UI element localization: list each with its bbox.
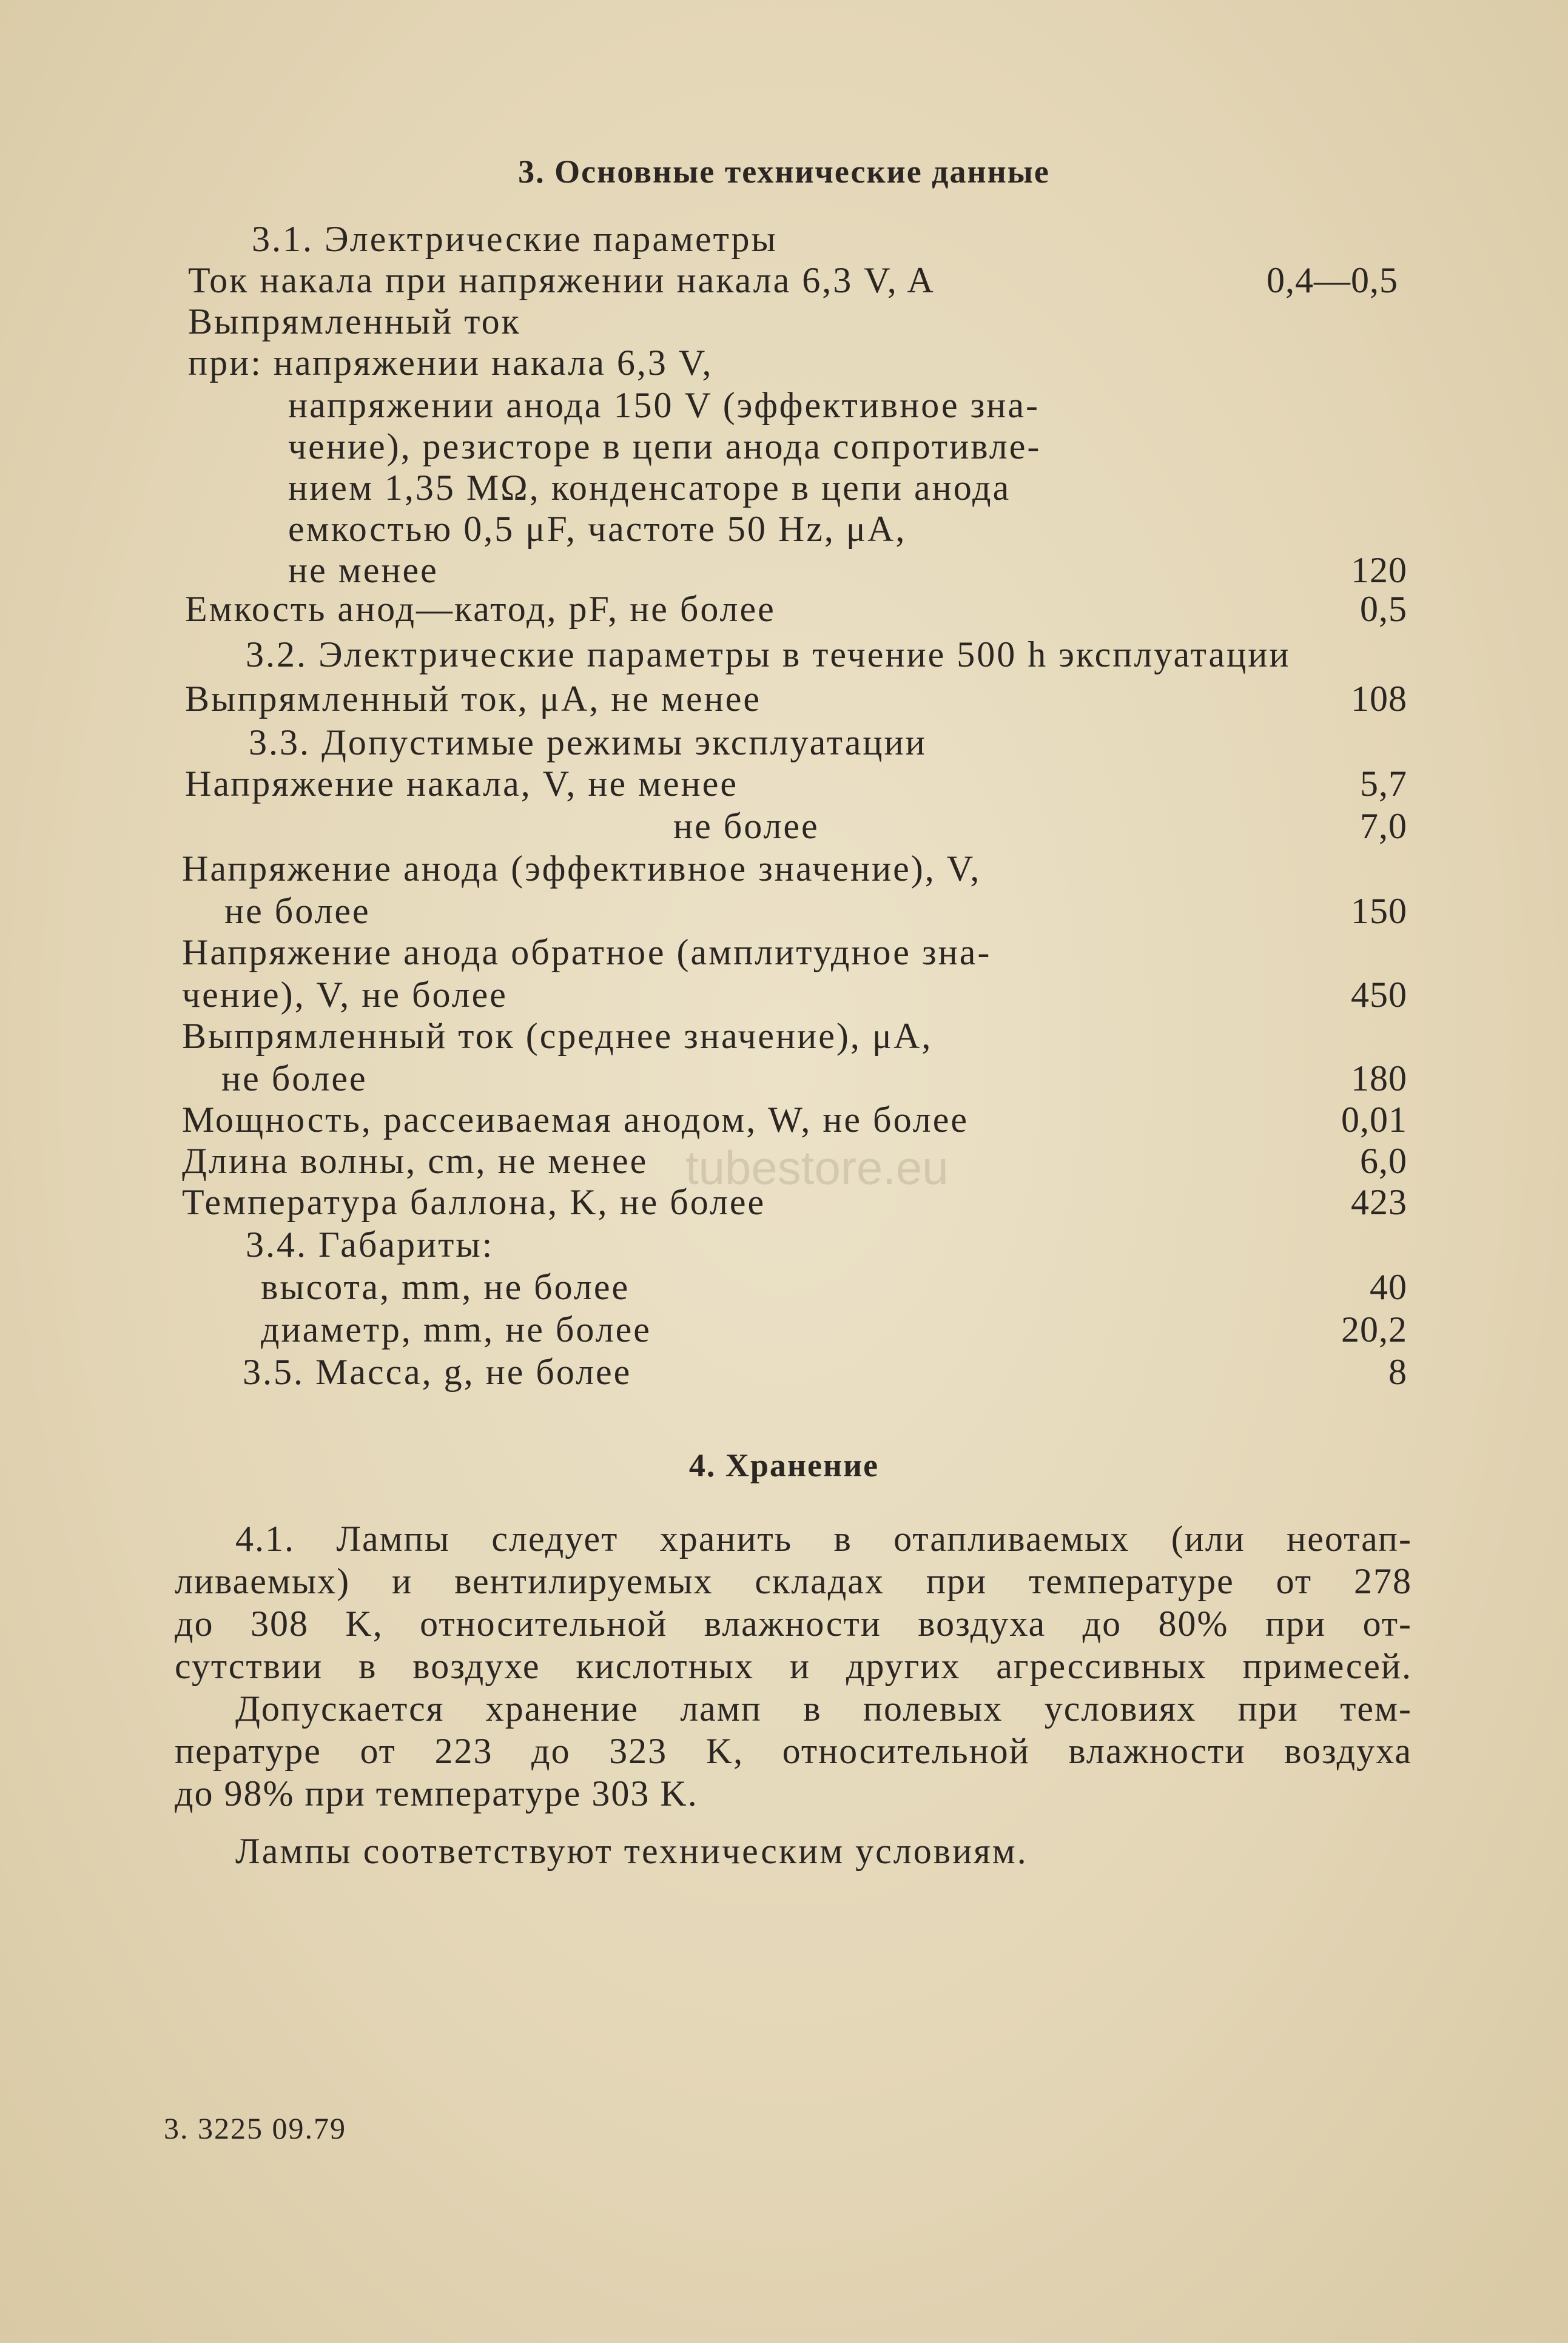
storage-p2-line2: пературе от 223 до 323 K, относительной влажности воздуха bbox=[175, 1731, 1412, 1771]
param-rectified-avg-l2: не более bbox=[221, 1058, 368, 1098]
param-anode-reverse-value: 450 bbox=[1351, 975, 1407, 1015]
param-wavelength-value: 6,0 bbox=[1360, 1141, 1407, 1181]
print-code: 3. 3225 09.79 bbox=[164, 2111, 346, 2145]
param-filament-current-value: 0,4—0,5 bbox=[1267, 260, 1398, 300]
param-anode-power-label: Мощность, рассеиваемая анодом, W, не более bbox=[182, 1100, 969, 1140]
param-filament-voltage-min-label: Напряжение накала, V, не менее bbox=[185, 764, 739, 804]
subsection-3-5: 3.5. Масса, g, не более bbox=[243, 1352, 632, 1392]
param-filament-current-label: Ток накала при напряжении накала 6,3 V, A bbox=[188, 260, 935, 300]
param-rectified-current-l6: емкостью 0,5 μF, частоте 50 Hz, μA, bbox=[288, 509, 907, 549]
param-diameter-value: 20,2 bbox=[1341, 1309, 1407, 1350]
param-anode-voltage-value: 150 bbox=[1351, 891, 1407, 931]
param-rectified-avg-l1: Выпрямленный ток (среднее значение), μA, bbox=[182, 1016, 933, 1056]
section-3-title: 3. Основные технические данные bbox=[518, 153, 1050, 190]
storage-p1-line2: ливаемых) и вентилируемых складах при температуре от 278 bbox=[175, 1561, 1412, 1601]
param-rectified-500h-label: Выпрямленный ток, μA, не менее bbox=[185, 679, 762, 719]
storage-p3: Лампы соответствуют техническим условиям. bbox=[235, 1831, 1028, 1871]
param-rectified-500h-value: 108 bbox=[1351, 679, 1407, 719]
param-bulb-temp-label: Температура баллона, K, не более bbox=[182, 1182, 766, 1222]
storage-p1-line1: 4.1. Лампы следует хранить в отапливаемых (или неотап- bbox=[235, 1519, 1412, 1559]
watermark: tubestore.eu bbox=[685, 1141, 949, 1194]
param-rectified-current-l3: напряжении анода 150 V (эффективное зна- bbox=[288, 385, 1040, 425]
subsection-3-3: 3.3. Допустимые режимы эксплуатации bbox=[249, 722, 927, 762]
subsection-3-2: 3.2. Электрические параметры в течение 500 h эксплуатации bbox=[246, 634, 1291, 674]
param-rectified-current-value: 120 bbox=[1351, 550, 1407, 590]
subsection-3-1: 3.1. Электрические параметры bbox=[252, 219, 778, 259]
param-rectified-current-l2: при: напряжении накала 6,3 V, bbox=[188, 343, 713, 383]
param-rectified-avg-value: 180 bbox=[1351, 1058, 1407, 1098]
param-capacitance-label: Емкость анод—катод, pF, не более bbox=[185, 589, 776, 629]
param-anode-power-value: 0,01 bbox=[1341, 1100, 1407, 1140]
storage-p2-line1: Допускается хранение ламп в полевых условиях при тем- bbox=[235, 1689, 1412, 1729]
param-filament-voltage-max-label: не более bbox=[673, 806, 819, 846]
param-filament-voltage-max-value: 7,0 bbox=[1360, 806, 1407, 846]
param-height-label: высота, mm, не более bbox=[261, 1267, 630, 1307]
param-diameter-label: диаметр, mm, не более bbox=[261, 1309, 651, 1350]
storage-p1-line4: сутствии в воздухе кислотных и других агрессивных примесей. bbox=[175, 1646, 1412, 1686]
param-anode-reverse-l2: чение), V, не более bbox=[182, 975, 508, 1015]
param-rectified-current-l1: Выпрямленный ток bbox=[188, 301, 521, 341]
subsection-3-4: 3.4. Габариты: bbox=[246, 1225, 494, 1265]
storage-p1-line3: до 308 K, относительной влажности воздуха до 80% при от- bbox=[175, 1604, 1412, 1644]
param-bulb-temp-value: 423 bbox=[1351, 1182, 1407, 1222]
param-height-value: 40 bbox=[1370, 1267, 1407, 1307]
param-capacitance-value: 0,5 bbox=[1360, 589, 1407, 629]
param-rectified-current-l4: чение), резисторе в цепи анода сопротивле- bbox=[288, 426, 1041, 466]
section-4-title: 4. Хранение bbox=[688, 1447, 880, 1484]
param-filament-voltage-min-value: 5,7 bbox=[1360, 764, 1407, 804]
param-rectified-current-l5: нием 1,35 MΩ, конденсаторе в цепи анода bbox=[288, 468, 1011, 508]
param-anode-reverse-l1: Напряжение анода обратное (амплитудное зна- bbox=[182, 932, 992, 972]
param-mass-value: 8 bbox=[1388, 1352, 1407, 1392]
param-rectified-current-l7: не менее bbox=[288, 550, 439, 590]
param-wavelength-label: Длина волны, cm, не менее bbox=[182, 1141, 648, 1181]
storage-p2-line3: до 98% при температуре 303 K. bbox=[175, 1773, 698, 1814]
param-anode-voltage-l1: Напряжение анода (эффективное значение), V, bbox=[182, 849, 981, 889]
param-anode-voltage-l2: не более bbox=[224, 891, 371, 931]
